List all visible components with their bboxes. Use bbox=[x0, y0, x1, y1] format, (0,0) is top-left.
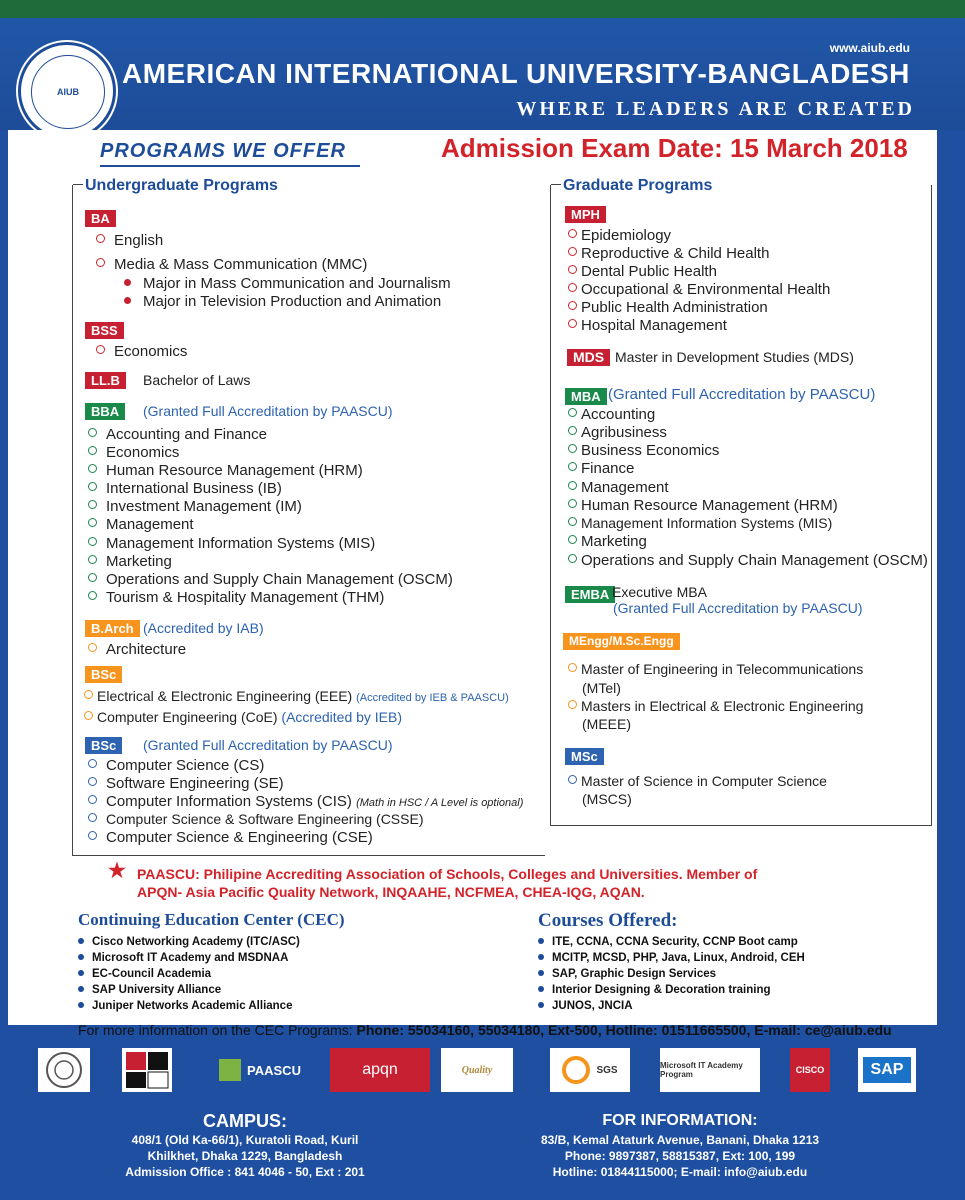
list-item: Human Resource Management (HRM) bbox=[88, 462, 363, 479]
list-item: Management bbox=[568, 479, 669, 496]
list-item: Reproductive & Child Health bbox=[568, 245, 769, 262]
cec-heading: Continuing Education Center (CEC) bbox=[78, 910, 345, 929]
sgs-logo: SGS bbox=[550, 1048, 630, 1092]
info-block: FOR INFORMATION: 83/B, Kemal Ataturk Avenue, Banani, Dhaka 1213 Phone: 9897387, 58815387, Ext: 100, 199 Hotline: 01844115000; E-mail: info@aiub.edu bbox=[540, 1112, 820, 1179]
list-item: Computer Information Systems (CIS) (Math in HSC / A Level is optional) bbox=[88, 793, 523, 810]
list-item: Computer Science & Engineering (CSE) bbox=[88, 829, 373, 846]
seal-logo bbox=[38, 1048, 90, 1092]
list-item: Finance bbox=[568, 460, 634, 477]
mba-accreditation: (Granted Full Accreditation by PAASCU) bbox=[608, 386, 876, 403]
list-item: MCITP, MCSD, PHP, Java, Linux, Android, CEH bbox=[538, 952, 805, 964]
bsc-accreditation: (Granted Full Accreditation by PAASCU) bbox=[143, 737, 393, 753]
programs-title: PROGRAMS WE OFFER bbox=[100, 140, 360, 167]
list-item: Master of Engineering in Telecommunications bbox=[568, 661, 863, 677]
top-stripe bbox=[0, 0, 965, 18]
list-item: Marketing bbox=[568, 533, 647, 550]
list-item: Economics bbox=[96, 343, 187, 360]
list-item: Occupational & Environmental Health bbox=[568, 281, 830, 298]
list-item: Management Information Systems (MIS) bbox=[568, 515, 832, 531]
ieb-logo bbox=[122, 1048, 172, 1092]
bba-accreditation: (Granted Full Accreditation by PAASCU) bbox=[143, 403, 393, 419]
list-item: (MTel) bbox=[582, 680, 621, 696]
list-item: Marketing bbox=[88, 553, 172, 570]
logo-text: AIUB bbox=[57, 87, 79, 97]
list-item: English bbox=[96, 232, 163, 249]
list-item: Hospital Management bbox=[568, 317, 727, 334]
quality-logo: Quality bbox=[441, 1048, 513, 1092]
cisco-logo: CISCO bbox=[790, 1048, 830, 1092]
list-item: Accounting bbox=[568, 406, 655, 423]
microsoft-logo: Microsoft IT Academy Program bbox=[660, 1048, 760, 1092]
list-item: Major in Television Production and Animation bbox=[124, 293, 441, 310]
sap-logo: SAP bbox=[858, 1048, 916, 1092]
list-item: (MSCS) bbox=[582, 791, 632, 807]
list-item: Computer Science (CS) bbox=[88, 757, 264, 774]
badge-emba: EMBA bbox=[565, 586, 615, 603]
graduate-heading: Graduate Programs bbox=[563, 177, 713, 194]
list-item: Economics bbox=[88, 444, 179, 461]
list-item: Computer Engineering (CoE) (Accredited by IEB) bbox=[84, 709, 402, 725]
list-item: Tourism & Hospitality Management (THM) bbox=[88, 589, 384, 606]
emba-label: Executive MBA bbox=[612, 584, 707, 600]
campus-block: CAMPUS: 408/1 (Old Ka-66/1), Kuratoli Road, Kuril Khilkhet, Dhaka 1229, Bangladesh Admission Office : 841 4046 - 50, Ext : 201 bbox=[125, 1111, 365, 1179]
badge-bsc: BSc bbox=[85, 737, 122, 754]
courses-heading: Courses Offered: bbox=[538, 910, 678, 931]
list-item: Masters in Electrical & Electronic Engineering bbox=[568, 698, 863, 714]
undergrad-heading: Undergraduate Programs bbox=[85, 177, 278, 194]
apqn-logo: apqn bbox=[330, 1048, 430, 1092]
list-item: Operations and Supply Chain Management (OSCM) bbox=[88, 571, 453, 588]
list-item: Electrical & Electronic Engineering (EEE) (Accredited by IEB & PAASCU) bbox=[84, 688, 509, 704]
cec-contact: For more information on the CEC Programs: Phone: 55034160, 55034180, Ext-500, Hotline: 01511665500, E-mail: ce@aiub.edu bbox=[78, 1022, 892, 1038]
badge-mengg: MEngg/M.Sc.Engg bbox=[563, 633, 680, 650]
badge-bsc: BSc bbox=[85, 666, 122, 683]
mds-label: Master in Development Studies (MDS) bbox=[615, 349, 854, 365]
list-item: Software Engineering (SE) bbox=[88, 775, 284, 792]
badge-mph: MPH bbox=[565, 206, 606, 223]
list-item: Juniper Networks Academic Alliance bbox=[78, 1000, 292, 1012]
paascu-logo: PAASCU bbox=[205, 1048, 315, 1092]
tagline: WHERE LEADERS ARE CREATED bbox=[516, 98, 915, 120]
list-item: Master of Science in Computer Science bbox=[568, 773, 827, 789]
website-link[interactable]: www.aiub.edu bbox=[829, 41, 910, 55]
list-item: EC-Council Academia bbox=[78, 968, 211, 980]
badge-mba: MBA bbox=[565, 388, 607, 405]
badge-mds: MDS bbox=[567, 349, 610, 366]
list-item: Dental Public Health bbox=[568, 263, 717, 280]
list-item: Public Health Administration bbox=[568, 299, 768, 316]
list-item: Business Economics bbox=[568, 442, 719, 459]
list-item: Operations and Supply Chain Management (OSCM) bbox=[568, 552, 928, 569]
list-item: Management bbox=[88, 516, 194, 533]
list-item: Management Information Systems (MIS) bbox=[88, 535, 375, 552]
list-item: Cisco Networking Academy (ITC/ASC) bbox=[78, 936, 300, 948]
list-item: JUNOS, JNCIA bbox=[538, 1000, 633, 1012]
list-item: Accounting and Finance bbox=[88, 426, 267, 443]
emba-accreditation: (Granted Full Accreditation by PAASCU) bbox=[613, 600, 863, 616]
university-name: AMERICAN INTERNATIONAL UNIVERSITY-BANGLADESH bbox=[122, 58, 910, 89]
badge-barch: B.Arch bbox=[85, 620, 140, 637]
list-item: Major in Mass Communication and Journalism bbox=[124, 275, 451, 292]
list-item: SAP, Graphic Design Services bbox=[538, 968, 716, 980]
llb-label: Bachelor of Laws bbox=[143, 372, 251, 388]
badge-ba: BA bbox=[85, 210, 116, 227]
badge-bss: BSS bbox=[85, 322, 124, 339]
list-item: Investment Management (IM) bbox=[88, 498, 302, 515]
list-item: Epidemiology bbox=[568, 227, 671, 244]
badge-llb: LL.B bbox=[85, 372, 126, 389]
list-item: Architecture bbox=[88, 641, 186, 658]
list-item: Media & Mass Communication (MMC) bbox=[96, 256, 367, 273]
list-item: SAP University Alliance bbox=[78, 984, 221, 996]
badge-bba: BBA bbox=[85, 403, 125, 420]
list-item: Computer Science & Software Engineering (CSSE) bbox=[88, 811, 423, 827]
list-item: (MEEE) bbox=[582, 716, 631, 732]
barch-accreditation: (Accredited by IAB) bbox=[143, 620, 264, 636]
list-item: Agribusiness bbox=[568, 424, 667, 441]
paascu-note: ★ PAASCU: Philipine Accrediting Association of Schools, Colleges and Universities. Member of APQN- Asia Pacific Quality Network, INQAAHE, NCFMEA, CHEA-IQG, AQAN. bbox=[108, 860, 758, 900]
list-item: International Business (IB) bbox=[88, 480, 282, 497]
list-item: Microsoft IT Academy and MSDNAA bbox=[78, 952, 288, 964]
list-item: Human Resource Management (HRM) bbox=[568, 497, 838, 514]
list-item: ITE, CCNA, CCNA Security, CCNP Boot camp bbox=[538, 936, 798, 948]
badge-msc: MSc bbox=[565, 748, 604, 765]
admission-date: Admission Exam Date: 15 March 2018 bbox=[441, 133, 908, 163]
university-logo bbox=[18, 42, 116, 140]
star-icon: ★ bbox=[108, 860, 126, 882]
list-item: Interior Designing & Decoration training bbox=[538, 984, 771, 996]
